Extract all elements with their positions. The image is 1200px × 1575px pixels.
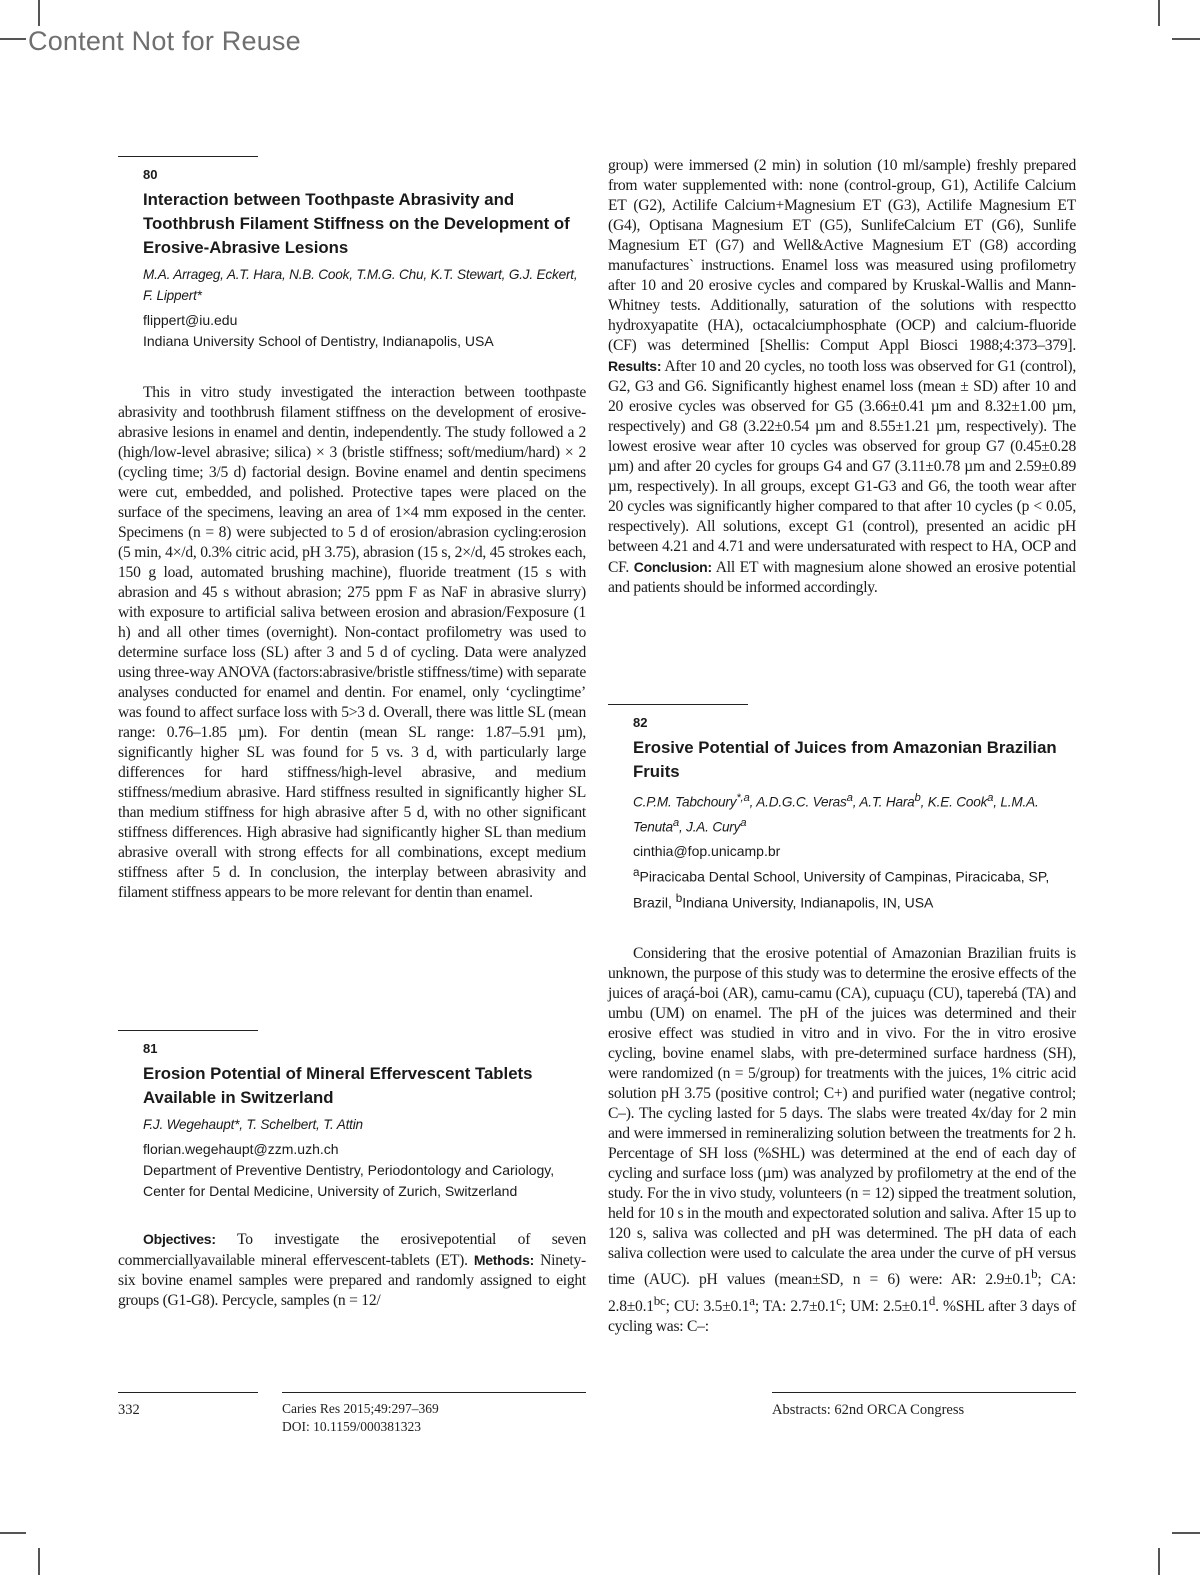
section-title: Abstracts: 62nd ORCA Congress	[772, 1402, 965, 1418]
abstract-body	[608, 156, 1076, 598]
author-email[interactable]: flippert@iu.edu	[143, 312, 238, 328]
abstract-body	[118, 383, 586, 903]
affiliation: Department of Preventive Dentistry, Periodontology and Cariology, Center for Dental Medicine, University of Zurich, Switzerland	[143, 1162, 555, 1199]
divider	[608, 704, 748, 705]
section-label: Objectives:	[143, 1231, 216, 1247]
crop-mark	[38, 0, 40, 26]
abstract-text: To investigate the erosivepotential of seven commerciallyavailable mineral effervescent-tablets (ET).	[118, 1231, 586, 1269]
journal-citation	[282, 1400, 439, 1436]
affiliation: $^a$Piracicaba Dental School, University of Campinas, Piracicaba, SP, Brazil, $^b$Indiana University, Indianapolis, IN, USA	[633, 866, 1050, 911]
footer-rule	[282, 1392, 586, 1393]
divider	[118, 1030, 258, 1031]
author-email[interactable]: florian.wegehaupt@zzm.uzh.ch	[143, 1141, 339, 1157]
abstract-body	[118, 1229, 586, 1311]
abstract-text: After 10 and 20 cycles, no tooth loss was observed for G1 (control), G2, G3 and G6. Significantly highest enamel loss (mean ± SD) after 10 and 20 erosive cycles was observed for G5 (3.66±0.41 µm and 8.32±1.00 µm, respectively) and G8 (3.22±0.54 µm and 8.55±1.21 µm, respectively). The lowest erosive wear after 10 cycles was observed for group G7 (0.45±0.28 µm) and after 20 cycles for groups G4 and G7 (3.11±0.78 µm and 2.59±0.89 µm, respectively). In all groups, except G1-G3 and G6, the tooth wear after 20 cycles was significantly higher compared to that after 10 cycles (p < 0.05, respectively). All solutions, except G1 (control), presented an acidic pH between 4.21 and 4.71 and were undersaturated with respect to HA, OCP and CF.	[608, 358, 1076, 576]
crop-mark	[1158, 0, 1160, 26]
doi[interactable]: DOI: 10.1159/000381323	[282, 1419, 421, 1434]
abstract-title: Erosion Potential of Mineral Effervescent Tablets Available in Switzerland	[143, 1064, 533, 1107]
abstract-text: All ET with magnesium alone showed an erosive potential and patients should be informed accordingly.	[608, 559, 1076, 596]
abstract-text: Considering that the erosive potential of Amazonian Brazilian fruits is unknown, the purpose of this study was to determine the erosive effects of the juices of araçá-boi (AR), camu-camu (CA), cupuaçu (CU), taperebá (TA) and umbu (UM) on enamel. The pH of the juices was determined and their erosive effect was studied in vitro and in vivo. For the in vitro erosive cycling, bovine enamel slabs, with pre-determined surface hardness (SH), were randomized (n = 5/group) for treatments with the juices, 1% citric acid solution pH 3.75 (positive control; C+) and purified water (negative control; C–). The cycling lasted for 5 days. The slabs were treated 4x/day for 2 min and were immersed in remineralizing solution between the treatments for 2 h. Percentage of SH loss (%SHL) was determined at the end of each day of cycling and surface loss (µm) was analyzed by profilometry at the end of the study. For the in vivo study, volunteers (n = 12) sipped the treatment solution, held for 10 s in the mouth and expectorated solution and saliva. After 15 up to 120 s, saliva was collected and pH was determined. The pH data of each saliva collection were used to calculate the area under the curve of pH versus time (AUC). pH values (mean±SD, n = 6) were: AR: 2.9±0.1	[608, 945, 1076, 1289]
abstract-text: group) were immersed (2 min) in solution (10 ml/sample) freshly prepared from water supplemented with: none (control-group, G1), Actilife Calcium ET (G2), Actilife Calcium+Magnesium ET (G3), Actilife Magnesium ET (G4), Optisana Magnesium ET (G5), SunlifeCalcium ET (G6), Sunlife Magnesium ET (G7) and Well&Active Magnesium ET (G8) according manufactures` instructions. Enamel loss was measured using profilometry after 10 and 20 erosive cycles and compared by Kruskal-Wallis and Mann-Whitney tests. Additionally, saturation of the solutions with respectto hydroxyapatite (HA), octacalciumphosphate (OCP) and calcium-fluoride (CF) was determined [Shellis: Comput Appl Biosci 1988;4:373–379].	[608, 157, 1076, 354]
divider	[118, 156, 258, 157]
section-label: Conclusion:	[633, 559, 712, 575]
abstract-text: This in vitro study investigated the interaction between toothpaste abrasivity and toothbrush filament stiffness on the development of erosive-abrasive lesions in enamel and dentin, independently. The study followed a 2 (high/low-level abrasive; silica) × 3 (bristle stiffness; soft/medium/hard) × 2 (cycling time; 3/5 d) factorial design. Bovine enamel and dentin specimens were cut, embedded, and polished. Protective tapes were placed on the surface of the specimens, leaving an area of 1×4 mm exposed in the center. Specimens (n = 8) were subjected to 5 d of erosion/abrasion cycling:erosion (5 min, 4×/d, 0.3% citric acid, pH 3.75), abrasion (15 s, 2×/d, 45 strokes each, 150 g load, automated brushing machine), fluoride treatment (15 s with abrasion and 45 s without abrasion; 275 ppm F as NaF in abrasive slurry) with exposure to artificial saliva between erosion and abrasion/Fexposure (1 h) and all other times (overnight). Non-contact profilometry was used to determine surface loss (SL) after 3 and 5 d of cycling. Data were analyzed using three-way ANOVA (factors:abrasive/bristle stiffness/time) with separate analyses conducted for enamel and dentin. For enamel, only ‘cyclingtime’ was found to affect surface loss with 5>3 d. Overall, there was little SL (mean range: 0.76–1.85 µm). For dentin (mean SL range: 1.87–5.91 µm), significantly higher SL was found for 5 vs. 3 d, with particularly large differences for hard stiffness/high-level abrasive, and medium stiffness/medium abrasive. Hard stiffness resulted in significantly higher SL than medium stiffness for high abrasive after 5 d, with no other significant stiffness differences. High abrasive had significantly higher SL than medium abrasive overall with strong effects for all combinations, except medium stiffness after 5 d. In conclusion, the interplay between abrasivity and filament stiffness appears to be more relevant for dentin than enamel.	[118, 384, 586, 901]
abstract-authors: M.A. Arrageg, A.T. Hara, N.B. Cook, T.M.G. Chu, K.T. Stewart, G.J. Eckert, F. Lippert*	[143, 267, 578, 303]
abstract-authors: F.J. Wegehaupt*, T. Schelbert, T. Attin	[143, 1117, 363, 1132]
crop-mark	[1172, 38, 1200, 40]
abstract-title: Erosive Potential of Juices from Amazonian Brazilian Fruits	[633, 738, 1057, 781]
abstract-number: 81	[143, 1041, 158, 1056]
footer-rule	[118, 1392, 258, 1393]
abstract-number: 80	[143, 167, 158, 182]
abstract-81	[118, 1030, 586, 1311]
abstract-title: Interaction between Toothpaste Abrasivity and Toothbrush Filament Stiffness on the Development of Erosive-Abrasive Lesions	[143, 190, 570, 257]
journal-reference: Caries Res 2015;49:297–369	[282, 1401, 439, 1416]
footer-rule	[772, 1392, 1076, 1393]
affiliation: Indiana University School of Dentistry, Indianapolis, USA	[143, 333, 494, 349]
watermark: Content Not for Reuse	[28, 26, 301, 56]
crop-mark	[1158, 1548, 1160, 1575]
abstract-text: Ninety-six bovine enamel samples were prepared and randomly assigned to eight groups (G1-G8). Percycle, samples (n = 12/	[118, 1252, 586, 1309]
crop-mark	[1172, 1532, 1200, 1534]
section-label: Results:	[608, 358, 662, 374]
abstract-80	[118, 156, 586, 903]
page-number: 332	[118, 1402, 140, 1418]
abstract-82	[608, 704, 1076, 1337]
crop-mark	[0, 38, 26, 40]
abstract-authors: C.P.M. Tabchoury$^{*,a}$, A.D.G.C. Veras$^a$, A.T. Hara$^b$, K.E. Cook$^a$, L.M.A. Tenuta$^a$, J.A. Cury$^a$	[633, 792, 1039, 835]
crop-mark	[0, 1532, 26, 1534]
section-label: Methods:	[473, 1252, 535, 1268]
abstract-body: Considering that the erosive potential of Amazonian Brazilian fruits is unknown, the purpose of this study was to determine the erosive effects of the juices of araçá-boi (AR), camu-camu (CA), cupuaçu (CU), taperebá (TA) and umbu (UM) on enamel. The pH of the juices was determined and their erosive effect was studied in vitro and in vivo. For the in vitro erosive cycling, bovine enamel slabs, with pre-determined surface hardness (SH), were randomized (n = 5/group) for treatments with the juices, 1% citric acid solution pH 3.75 (positive control; C+) and purified water (negative control; C–). The cycling lasted for 5 days. The slabs were treated 4x/day for 2 min and were immersed in remineralizing solution between the treatments for 2 h. Percentage of SH loss (%SHL) was determined at the end of each day of cycling and surface loss (µm) was analyzed by profilometry at the end of the study. For the in vivo study, volunteers (n = 12) sipped the treatment solution, held for 10 s in the mouth and expectorated solution and saliva. After 15 up to 120 s, saliva was collected and pH was determined. The pH data of each saliva collection were used to calculate the area under the curve of pH versus time (AUC). pH values (mean±SD, n = 6) were: AR: 2.9±0.1$^b$; CA: 2.8±0.1$^{bc}$; CU: 3.5±0.1$^a$; TA: 2.7±0.1$^c$; UM: 2.5±0.1$^d$. %SHL after 3 days of cycling was: C–:	[608, 945, 1077, 1335]
author-email[interactable]: cinthia@fop.unicamp.br	[633, 843, 781, 860]
abstract-81-continued	[608, 156, 1076, 598]
abstract-number: 82	[633, 715, 648, 730]
crop-mark	[38, 1548, 40, 1575]
